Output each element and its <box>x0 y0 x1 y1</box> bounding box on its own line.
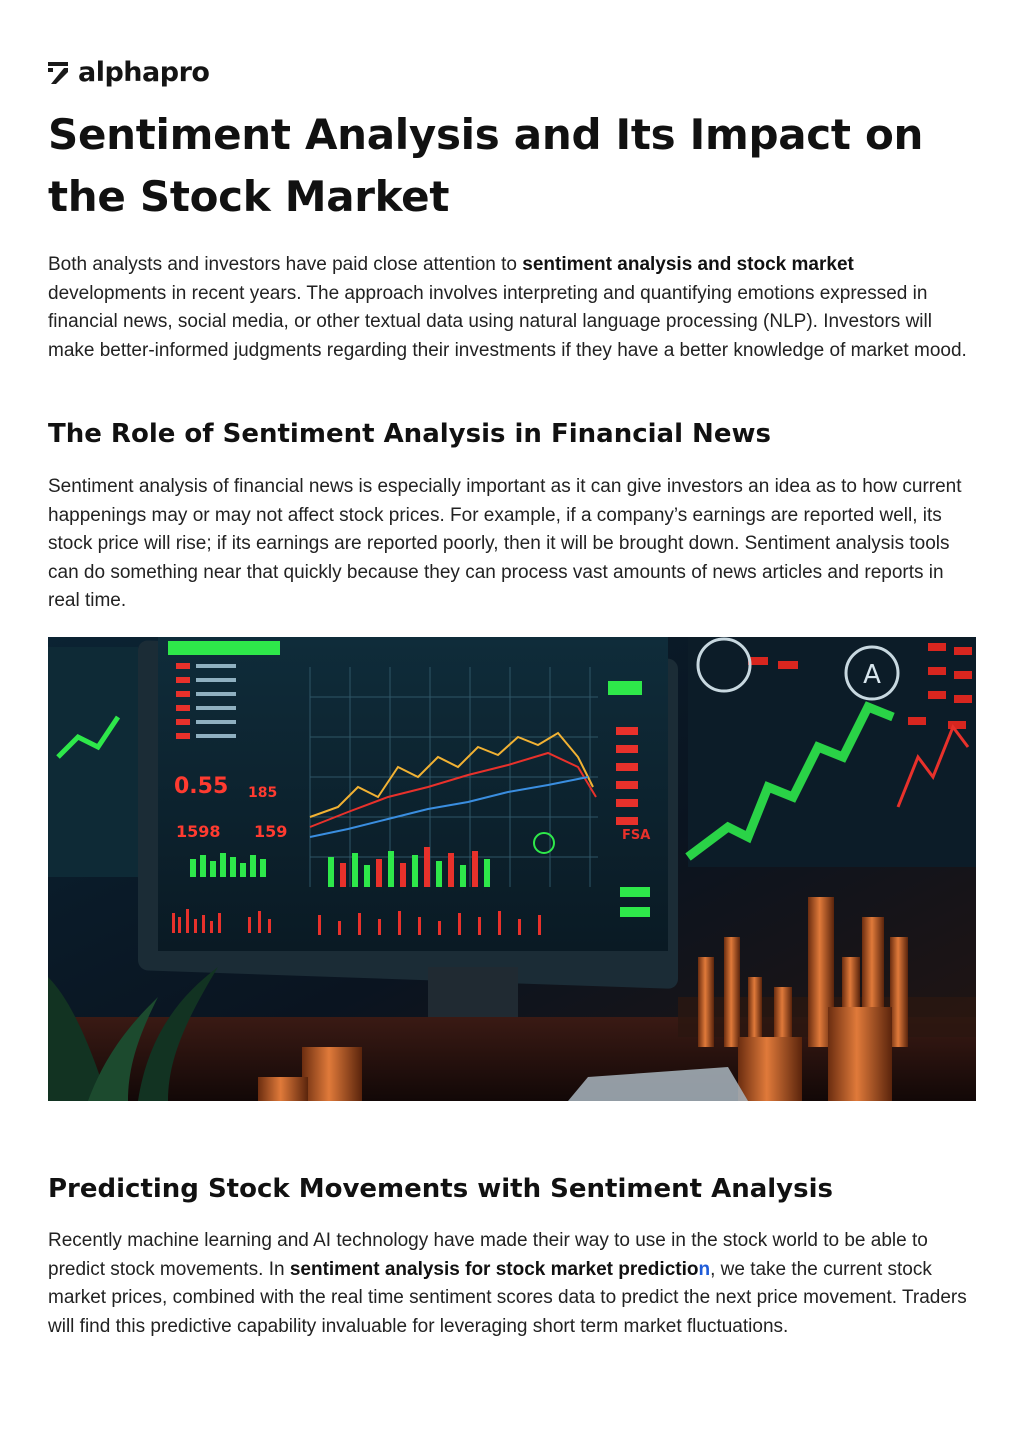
stock-market-hero-image <box>48 637 976 1101</box>
intro-text-start: Both analysts and investors have paid close attention to <box>48 254 523 275</box>
section-heading-predicting: Predicting Stock Movements with Sentiment Analysis <box>48 1174 833 1204</box>
article-title: Sentiment Analysis and Its Impact on the Stock Market <box>48 110 924 221</box>
screen-value-third: 1598 <box>176 822 221 841</box>
intro-keyword: sentiment analysis and stock market <box>522 254 854 275</box>
prediction-link-text: sentiment analysis for stock market predictio <box>289 1258 699 1280</box>
section-role-paragraph: Sentiment analysis of financial news is especially important as it can give investors an idea as to how current happenings may or may not affect stock prices. For example, if a company’s earnings are reported well, its stock price will rise; if its earnings are reported poorly, then it will be brought down. Sentiment analysis tools can do something near that quickly because they can process vast amounts of news articles and reports in real time. <box>48 476 962 611</box>
intro-paragraph <box>48 251 976 365</box>
section-predicting-paragraph <box>48 1227 976 1341</box>
section-heading-role: The Role of Sentiment Analysis in Financial News <box>48 419 771 449</box>
screen-value-primary: 0.55 <box>174 774 229 799</box>
alphapro-logo-icon <box>48 60 70 84</box>
intro-text-end: developments in recent years. The approach involves interpreting and quantifying emotions expressed in financial news, social media, or other textual data using natural language processing (NLP). Investors will make better-informed judgments regarding their investments if they have a better knowledge of market mood. <box>48 282 967 361</box>
trading-desk-illustration <box>48 637 976 1101</box>
svg-text:A: A <box>863 660 881 690</box>
brand-logo[interactable] <box>48 56 209 88</box>
screen-value-secondary: 185 <box>248 785 278 801</box>
screen-value-fsa: FSA <box>622 828 651 843</box>
predicting-text-end: , we take the current stock market prices, combined with the real time sentiment scores data to predict the next price movement. Traders will find this predictive capability invaluable for leveraging short term market fluctuations. <box>48 1258 967 1337</box>
brand-name: alphapro <box>78 56 210 88</box>
prediction-link[interactable] <box>290 1259 710 1280</box>
screen-value-fourth: 159 <box>254 822 288 841</box>
prediction-link-tail: n <box>698 1258 711 1280</box>
predicting-text-start: Recently machine learning and AI technology have made their way to use in the stock world to be able to predict stock movements. In <box>48 1230 928 1280</box>
